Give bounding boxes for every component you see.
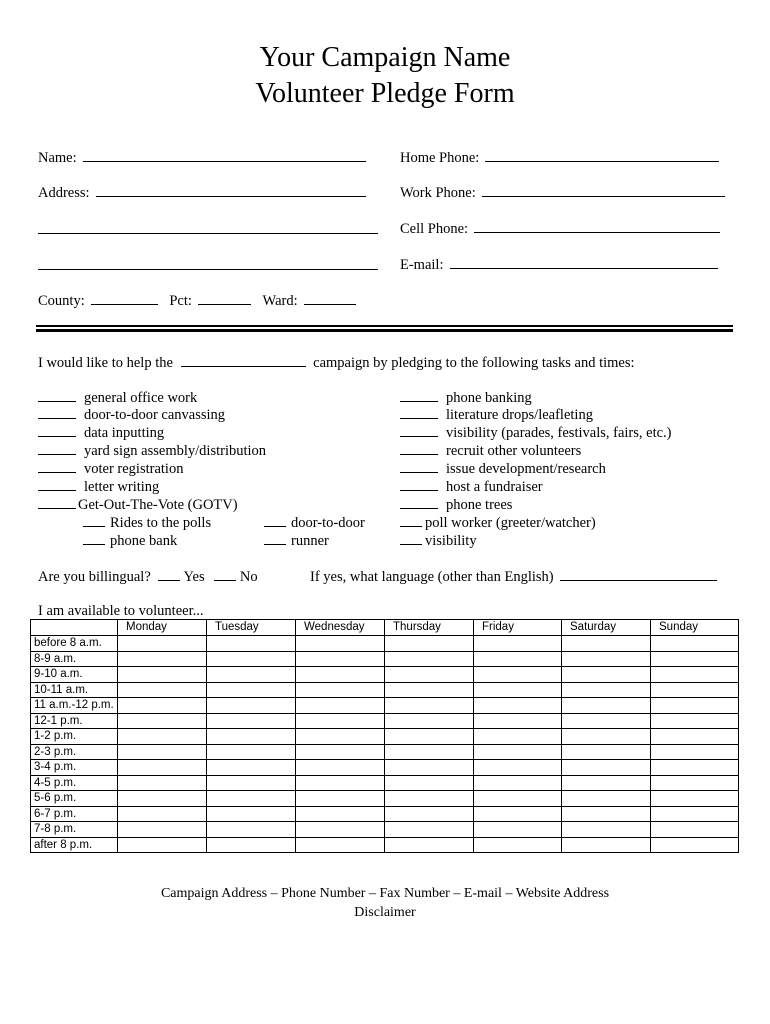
time-slot-label: 10-11 a.m. — [31, 682, 118, 698]
availability-cell[interactable] — [562, 682, 651, 698]
gotv-door-to-door-item[interactable]: door-to-door — [264, 514, 365, 532]
availability-cell[interactable] — [562, 760, 651, 776]
time-slot-label: 4-5 p.m. — [31, 775, 118, 791]
availability-cell[interactable] — [474, 698, 562, 714]
work-phone-field[interactable] — [400, 183, 725, 202]
availability-cell[interactable] — [651, 729, 739, 745]
task-item[interactable]: literature drops/leafleting — [400, 406, 593, 424]
availability-cell[interactable] — [296, 760, 385, 776]
address-line-3[interactable] — [38, 255, 378, 270]
availability-cell[interactable] — [385, 667, 474, 683]
table-row — [31, 791, 739, 807]
availability-cell[interactable] — [118, 729, 207, 745]
availability-cell[interactable] — [118, 682, 207, 698]
availability-cell[interactable] — [651, 822, 739, 838]
availability-cell[interactable] — [385, 636, 474, 652]
availability-cell[interactable] — [562, 822, 651, 838]
availability-cell[interactable] — [651, 698, 739, 714]
availability-cell[interactable] — [562, 791, 651, 807]
address-line-2[interactable] — [38, 219, 378, 234]
availability-cell[interactable] — [207, 744, 296, 760]
availability-cell[interactable] — [474, 729, 562, 745]
table-row — [31, 822, 739, 838]
time-slot-label: 9-10 a.m. — [31, 667, 118, 683]
availability-cell[interactable] — [562, 651, 651, 667]
address-label: Address: — [38, 185, 90, 201]
pledge-intro-suffix: campaign by pledging to the following tasks and times: — [313, 355, 635, 371]
table-header-row — [31, 620, 739, 636]
table-row — [31, 651, 739, 667]
availability-cell[interactable] — [651, 791, 739, 807]
availability-cell[interactable] — [651, 744, 739, 760]
availability-cell[interactable] — [118, 667, 207, 683]
task-item-gotv[interactable]: Get-Out-The-Vote (GOTV) — [38, 496, 238, 514]
availability-cell[interactable] — [296, 791, 385, 807]
time-slot-label: 7-8 p.m. — [31, 822, 118, 838]
day-header: Sunday — [651, 620, 739, 636]
address-line[interactable] — [96, 183, 366, 197]
availability-cell[interactable] — [296, 775, 385, 791]
ward-label: Ward: — [262, 293, 298, 309]
availability-cell[interactable] — [562, 775, 651, 791]
availability-cell[interactable] — [385, 775, 474, 791]
availability-cell[interactable] — [474, 806, 562, 822]
day-header: Thursday — [385, 620, 474, 636]
table-corner-cell — [31, 620, 118, 636]
availability-cell[interactable] — [562, 667, 651, 683]
day-header: Tuesday — [207, 620, 296, 636]
availability-cell[interactable] — [296, 837, 385, 853]
availability-cell[interactable] — [207, 651, 296, 667]
bilingual-no-line[interactable] — [214, 567, 236, 581]
cell-phone-field[interactable] — [400, 219, 720, 238]
availability-cell[interactable] — [385, 651, 474, 667]
availability-cell[interactable] — [296, 698, 385, 714]
time-slot-label: 6-7 p.m. — [31, 806, 118, 822]
task-item[interactable]: door-to-door canvassing — [38, 406, 225, 424]
availability-cell[interactable] — [296, 806, 385, 822]
time-slot-label: 11 a.m.-12 p.m. — [31, 698, 118, 714]
availability-table — [30, 619, 739, 853]
time-slot-label: before 8 a.m. — [31, 636, 118, 652]
cell-phone-line[interactable] — [474, 219, 720, 233]
availability-cell[interactable] — [651, 636, 739, 652]
availability-cell[interactable] — [118, 651, 207, 667]
availability-cell[interactable] — [385, 729, 474, 745]
divider-rule-bottom — [36, 329, 733, 332]
availability-cell[interactable] — [474, 713, 562, 729]
task-item[interactable]: recruit other volunteers — [400, 442, 581, 460]
availability-cell[interactable] — [651, 651, 739, 667]
table-row — [31, 837, 739, 853]
footer-disclaimer: Disclaimer — [354, 905, 416, 920]
language-prompt: If yes, what language (other than English) — [310, 569, 554, 585]
availability-cell[interactable] — [651, 806, 739, 822]
availability-cell[interactable] — [207, 775, 296, 791]
email-label: E-mail: — [400, 257, 444, 273]
table-row — [31, 729, 739, 745]
visibility-sub-item[interactable]: visibility — [400, 532, 477, 550]
work-phone-label: Work Phone: — [400, 185, 476, 201]
day-header: Friday — [474, 620, 562, 636]
availability-cell[interactable] — [207, 636, 296, 652]
availability-cell[interactable] — [118, 775, 207, 791]
availability-cell[interactable] — [474, 651, 562, 667]
availability-cell[interactable] — [562, 806, 651, 822]
availability-cell[interactable] — [385, 713, 474, 729]
availability-cell[interactable] — [296, 651, 385, 667]
availability-cell[interactable] — [385, 698, 474, 714]
home-phone-label: Home Phone: — [400, 150, 480, 166]
availability-cell[interactable] — [118, 744, 207, 760]
name-field[interactable] — [38, 148, 366, 167]
availability-cell[interactable] — [385, 806, 474, 822]
availability-cell[interactable] — [118, 791, 207, 807]
form-title-line2: Volunteer Pledge Form — [255, 78, 515, 109]
county-label: County: — [38, 293, 85, 309]
availability-cell[interactable] — [296, 729, 385, 745]
bilingual-yes-label: Yes — [183, 569, 205, 585]
task-item[interactable]: general office work — [38, 389, 197, 407]
table-row — [31, 744, 739, 760]
work-phone-line[interactable] — [482, 183, 725, 197]
availability-cell[interactable] — [207, 729, 296, 745]
footer-contact-line: Campaign Address – Phone Number – Fax Number – E-mail – Website Address — [160, 886, 610, 901]
task-item[interactable]: host a fundraiser — [400, 478, 543, 496]
gotv-rides-item[interactable]: Rides to the polls — [83, 514, 211, 532]
availability-cell[interactable] — [207, 667, 296, 683]
pledge-intro-prefix: I would like to help the — [38, 355, 173, 371]
table-row — [31, 806, 739, 822]
task-item[interactable]: data inputting — [38, 424, 164, 442]
availability-cell[interactable] — [474, 837, 562, 853]
availability-cell[interactable] — [207, 837, 296, 853]
availability-cell[interactable] — [207, 806, 296, 822]
availability-cell[interactable] — [474, 667, 562, 683]
availability-cell[interactable] — [562, 713, 651, 729]
table-row — [31, 667, 739, 683]
availability-cell[interactable] — [562, 744, 651, 760]
availability-cell[interactable] — [207, 791, 296, 807]
name-label: Name: — [38, 150, 77, 166]
availability-cell[interactable] — [651, 760, 739, 776]
availability-cell[interactable] — [296, 744, 385, 760]
pledge-intro — [38, 353, 635, 372]
language-line[interactable] — [560, 567, 717, 581]
day-header: Saturday — [562, 620, 651, 636]
task-item[interactable]: yard sign assembly/distribution — [38, 442, 266, 460]
day-header: Monday — [118, 620, 207, 636]
availability-cell[interactable] — [474, 822, 562, 838]
gotv-phone-bank-item[interactable]: phone bank — [83, 532, 177, 550]
name-line[interactable] — [83, 148, 366, 162]
availability-cell[interactable] — [385, 744, 474, 760]
form-title-line1: Your Campaign Name — [259, 42, 511, 73]
day-header: Wednesday — [296, 620, 385, 636]
availability-cell[interactable] — [385, 837, 474, 853]
availability-cell[interactable] — [118, 837, 207, 853]
availability-cell[interactable] — [118, 698, 207, 714]
time-slot-label: 1-2 p.m. — [31, 729, 118, 745]
task-item[interactable]: issue development/research — [400, 460, 606, 478]
county-line[interactable] — [91, 291, 158, 305]
availability-cell[interactable] — [296, 713, 385, 729]
bilingual-yes-line[interactable] — [158, 567, 180, 581]
task-item[interactable]: letter writing — [38, 478, 159, 496]
availability-cell[interactable] — [562, 698, 651, 714]
task-item[interactable]: visibility (parades, festivals, fairs, etc.) — [400, 424, 672, 442]
table-row — [31, 682, 739, 698]
bilingual-no-label: No — [239, 569, 258, 585]
email-line[interactable] — [450, 255, 718, 269]
availability-cell[interactable] — [651, 713, 739, 729]
time-slot-label: 8-9 a.m. — [31, 651, 118, 667]
availability-cell[interactable] — [385, 682, 474, 698]
availability-cell[interactable] — [296, 822, 385, 838]
campaign-name-line[interactable] — [181, 353, 306, 367]
home-phone-line[interactable] — [485, 148, 719, 162]
pct-line[interactable] — [198, 291, 251, 305]
availability-cell[interactable] — [385, 822, 474, 838]
time-slot-label: 3-4 p.m. — [31, 760, 118, 776]
availability-cell[interactable] — [474, 760, 562, 776]
availability-cell[interactable] — [562, 729, 651, 745]
table-row — [31, 775, 739, 791]
table-row — [31, 713, 739, 729]
cell-phone-label: Cell Phone: — [400, 221, 469, 237]
table-row — [31, 760, 739, 776]
poll-worker-item[interactable]: poll worker (greeter/watcher) — [400, 514, 596, 532]
language-field[interactable] — [310, 567, 717, 586]
time-slot-label: 2-3 p.m. — [31, 744, 118, 760]
availability-cell[interactable] — [118, 636, 207, 652]
availability-intro: I am available to volunteer... — [38, 603, 204, 619]
ward-line[interactable] — [304, 291, 356, 305]
availability-cell[interactable] — [296, 667, 385, 683]
task-item[interactable]: phone trees — [400, 496, 512, 514]
time-slot-label: after 8 p.m. — [31, 837, 118, 853]
availability-cell[interactable] — [118, 713, 207, 729]
availability-cell[interactable] — [651, 837, 739, 853]
availability-cell[interactable] — [562, 837, 651, 853]
availability-cell[interactable] — [296, 682, 385, 698]
table-row — [31, 636, 739, 652]
availability-cell[interactable] — [474, 791, 562, 807]
home-phone-field[interactable] — [400, 148, 719, 167]
availability-cell[interactable] — [474, 636, 562, 652]
availability-cell[interactable] — [207, 713, 296, 729]
gotv-runner-item[interactable]: runner — [264, 532, 329, 550]
email-field[interactable] — [400, 255, 718, 274]
availability-cell[interactable] — [474, 775, 562, 791]
availability-cell[interactable] — [474, 682, 562, 698]
availability-cell[interactable] — [562, 636, 651, 652]
bilingual-question: Are you billingual? — [38, 569, 151, 585]
availability-cell[interactable] — [385, 791, 474, 807]
availability-cell[interactable] — [474, 744, 562, 760]
county-pct-ward-row — [38, 291, 356, 310]
availability-cell[interactable] — [207, 698, 296, 714]
availability-cell[interactable] — [651, 682, 739, 698]
availability-cell[interactable] — [207, 822, 296, 838]
time-slot-label: 5-6 p.m. — [31, 791, 118, 807]
availability-cell[interactable] — [118, 806, 207, 822]
availability-cell[interactable] — [296, 636, 385, 652]
availability-cell[interactable] — [118, 760, 207, 776]
pct-label: Pct: — [169, 293, 192, 309]
availability-cell[interactable] — [207, 682, 296, 698]
availability-cell[interactable] — [118, 822, 207, 838]
divider-rule-top — [36, 325, 733, 327]
availability-cell[interactable] — [207, 760, 296, 776]
table-row — [31, 698, 739, 714]
address-field[interactable] — [38, 183, 366, 202]
availability-cell[interactable] — [651, 667, 739, 683]
bilingual-row — [38, 567, 258, 586]
availability-cell[interactable] — [385, 760, 474, 776]
task-item[interactable]: phone banking — [400, 389, 532, 407]
task-item[interactable]: voter registration — [38, 460, 183, 478]
time-slot-label: 12-1 p.m. — [31, 713, 118, 729]
availability-cell[interactable] — [651, 775, 739, 791]
